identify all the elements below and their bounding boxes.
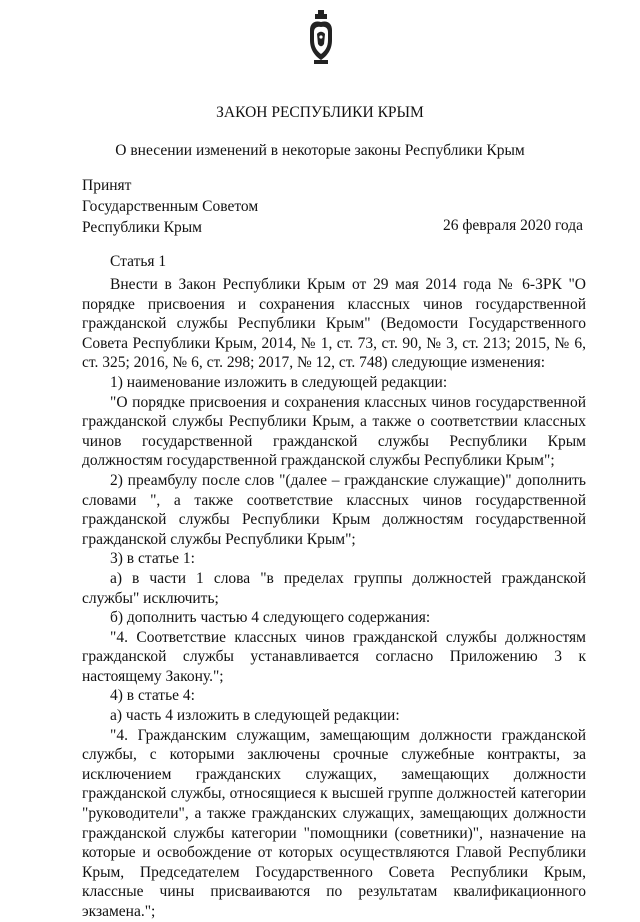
paragraph: "О порядке присвоения и сохранения классных чинов государственной гражданской службы Республики Крым, а также о соответствии классных чинов государственной гражданской службы Республики Крым должностям государственной гражданской службы Республики Крым"; bbox=[82, 393, 586, 470]
adopted-line: Республики Крым bbox=[82, 219, 202, 236]
article-title: Статья 1 bbox=[110, 253, 167, 270]
adopted-line: Принят bbox=[82, 177, 132, 194]
law-title: ЗАКОН РЕСПУБЛИКИ КРЫМ bbox=[216, 104, 424, 121]
law-subtitle: О внесении изменений в некоторые законы Республики Крым bbox=[115, 142, 525, 159]
adoption-date: 26 февраля 2020 года bbox=[442, 217, 583, 234]
paragraph: Внести в Закон Республики Крым от 29 мая 2014 года № 6-ЗРК "О порядке присвоения и сохранения классных чинов государственной гражданской службы Республики Крым" (Ведомости Государственного Совета Республики Крым, 2014, № 1, ст. 73, ст. 90, № 3, ст. 213; 2015, № 6, ст. 325; 2016, № 6, ст. 298; 2017, № 12, ст. 748) следующие изменения: bbox=[82, 276, 586, 372]
paragraph: "4. Соответствие классных чинов гражданской службы должностям гражданской службы устанавливается согласно Приложению 3 к настоящему Закону."; bbox=[82, 628, 586, 685]
paragraph: а) в части 1 слова "в пределах группы должностей гражданской службы" исключить; bbox=[82, 569, 586, 607]
paragraph: 1) наименование изложить в следующей редакции: bbox=[110, 373, 448, 391]
adoption-block bbox=[82, 175, 258, 238]
crimea-coat-of-arms-icon bbox=[306, 10, 336, 66]
paragraph: а) часть 4 изложить в следующей редакции: bbox=[110, 707, 400, 725]
paragraph: 4) в статье 4: bbox=[110, 687, 195, 705]
article-body bbox=[82, 275, 586, 922]
adopted-line: Государственным Советом bbox=[82, 198, 259, 215]
paragraph: 3) в статье 1: bbox=[110, 550, 195, 568]
paragraph: "4. Гражданским служащим, замещающим должности гражданской службы, с которыми заключены срочные служебные контракты, за исключением гражданских служащих, замещающих должности гражданской службы, относящиеся к высшей группе должностей категории "руководители", а также гражданских служащих, замещающих должности гражданской службы категории "помощники (советники)", назначение на которые и освобождение от которых осуществляются Главой Республики Крым, Председателем Государственного Совета Республики Крым, классные чины присваиваются по результатам квалификационного экзамена."; bbox=[82, 726, 586, 920]
paragraph: б) дополнить частью 4 следующего содержания: bbox=[110, 609, 431, 627]
paragraph: 2) преамбулу после слов "(далее – гражданские служащие)" дополнить словами ", а также соответствие классных чинов государственной гражданской службы Республики Крым должностям государственной гражданской службы Республики Крым"; bbox=[82, 471, 586, 548]
